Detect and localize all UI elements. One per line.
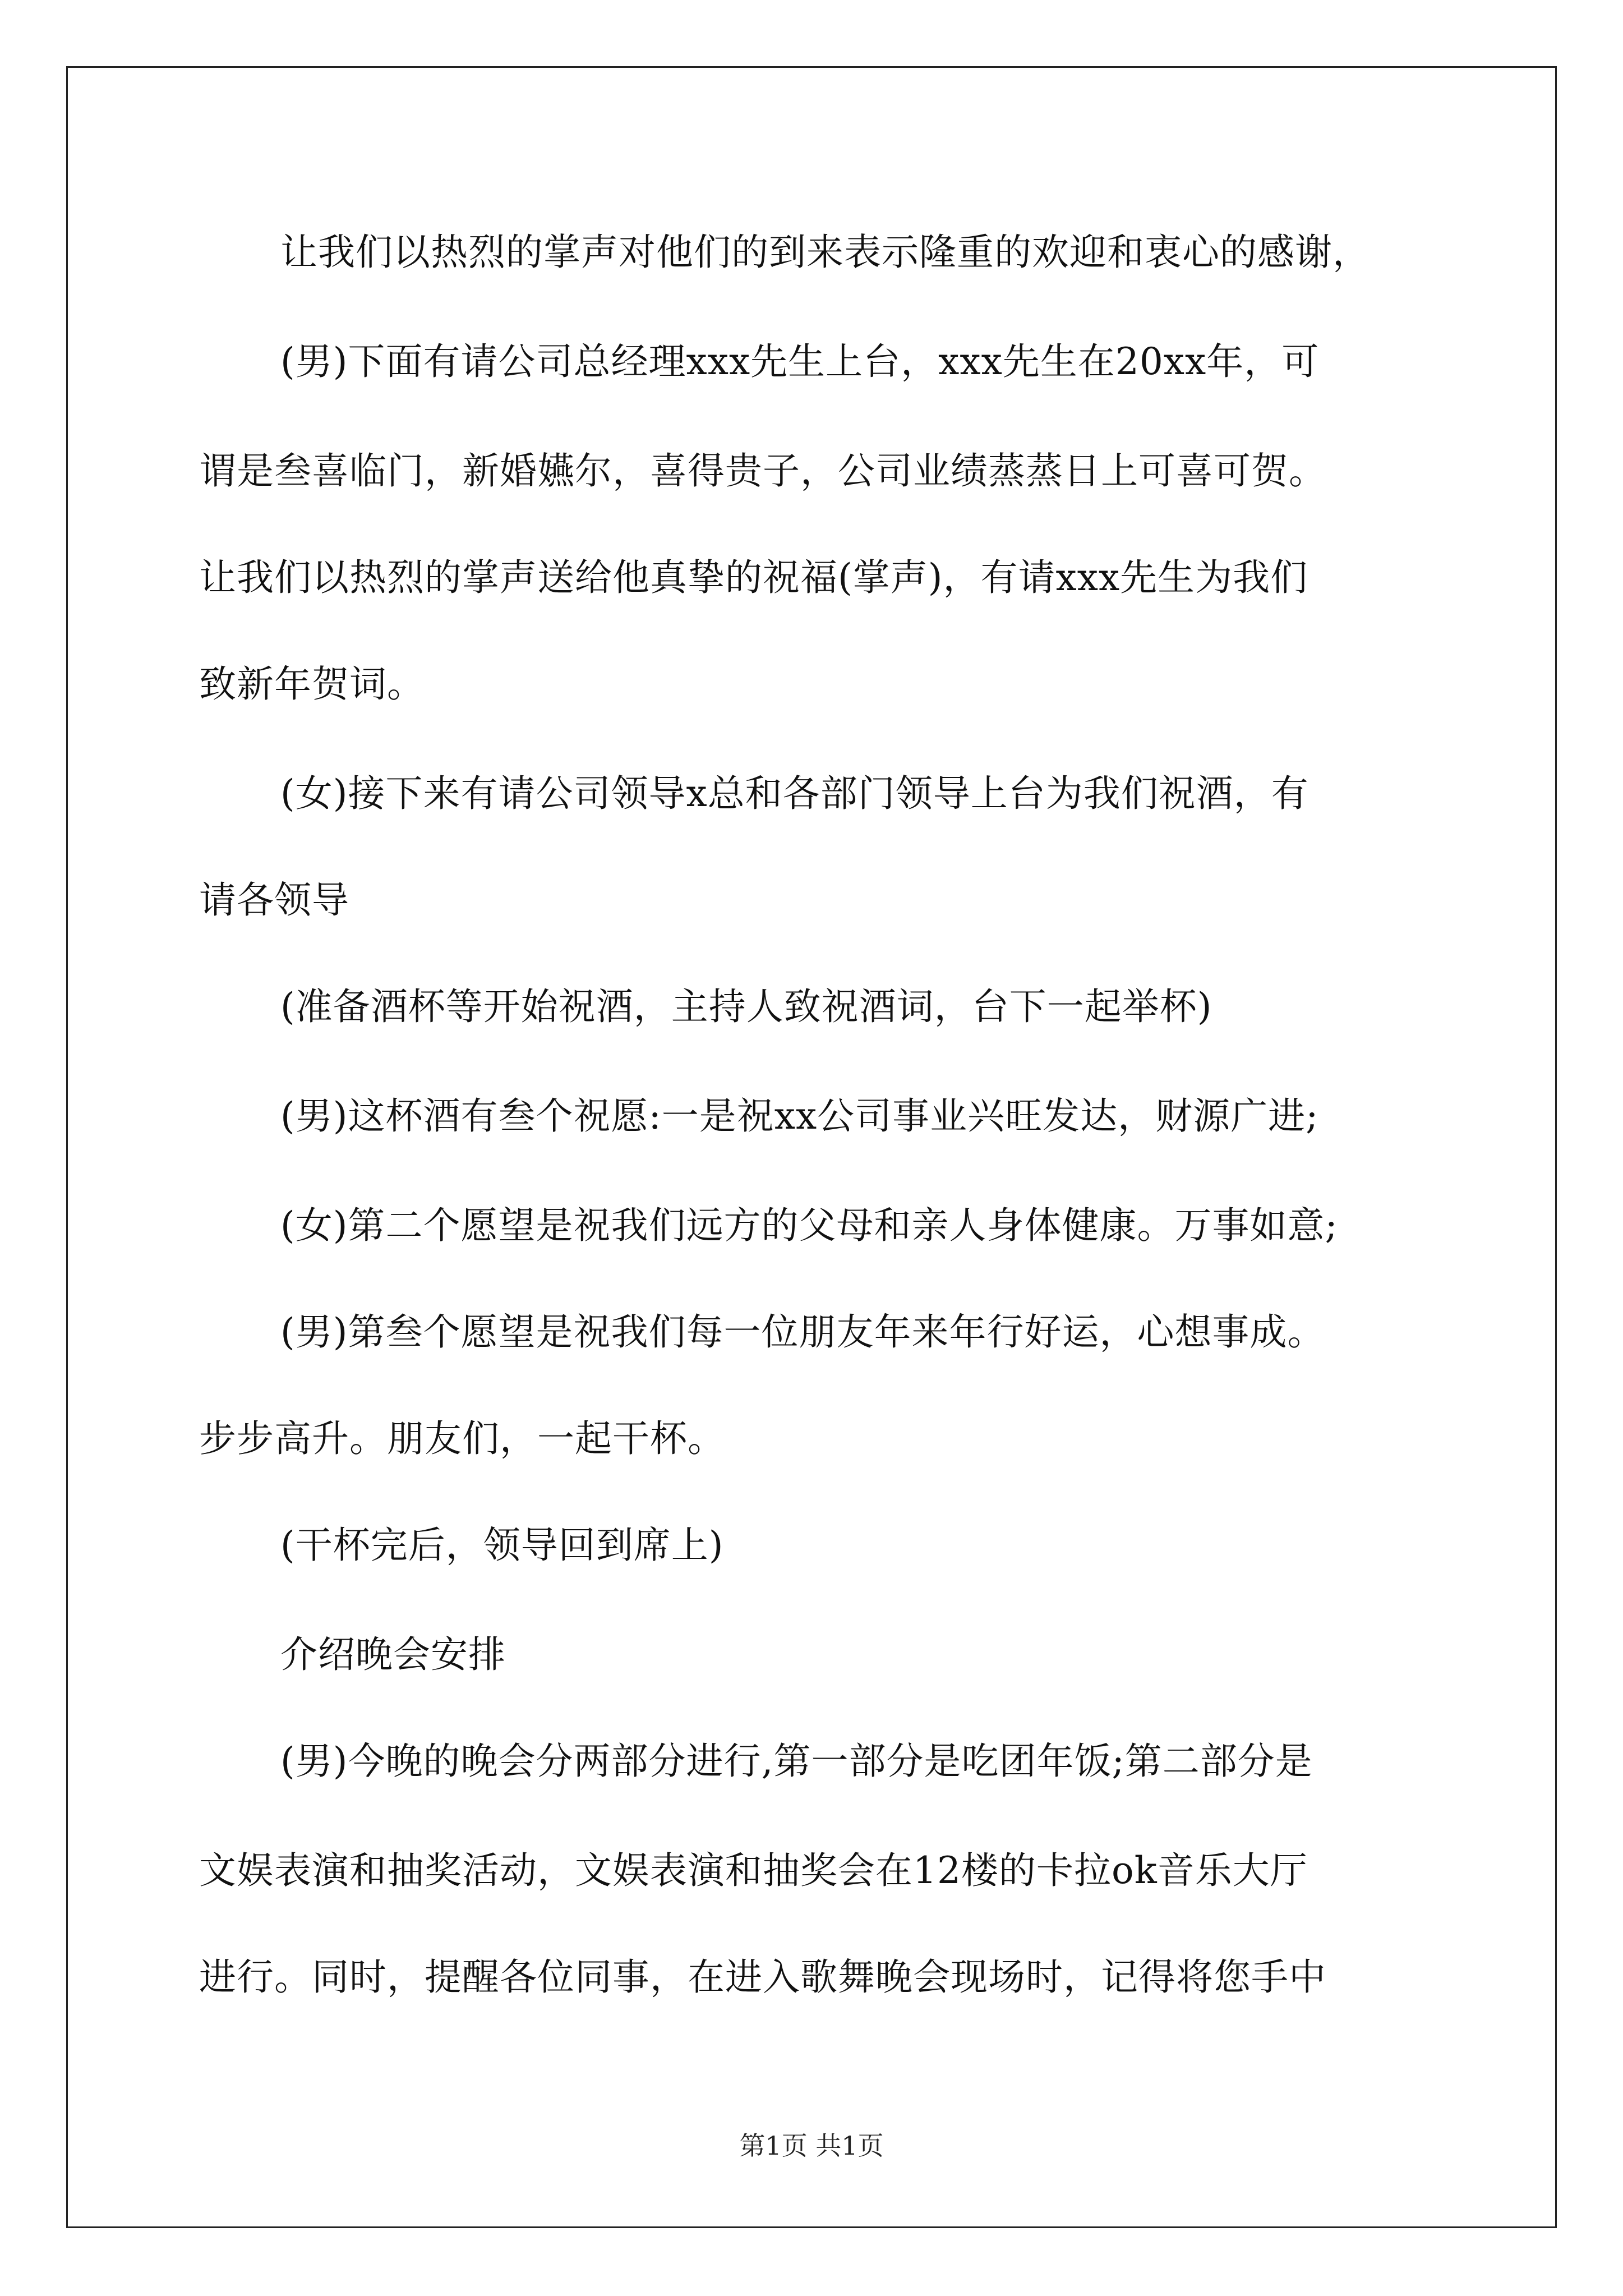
body-line: (女)接下来有请公司领导x总和各部门领导上台为我们祝酒，有 [280, 772, 1309, 815]
body-line: (男)下面有请公司总经理xxx先生上台，xxx先生在20xx年，可 [280, 340, 1320, 383]
body-line: 让我们以热烈的掌声对他们的到来表示隆重的欢迎和衷心的感谢， [280, 231, 1370, 274]
body-line: 让我们以热烈的掌声送给他真挚的祝福(掌声)，有请xxx先生为我们 [199, 556, 1308, 599]
body-line: (干杯完后，领导回到席上) [280, 1524, 724, 1567]
body-line: 介绍晚会安排 [280, 1633, 506, 1676]
body-line: 步步高升。朋友们，一起干杯。 [199, 1417, 725, 1460]
body-line: 请各领导 [199, 878, 349, 922]
body-line: 文娱表演和抽奖活动，文娱表演和抽奖会在12楼的卡拉ok音乐大厅 [199, 1849, 1308, 1892]
body-line: (准备酒杯等开始祝酒，主持人致祝酒词，台下一起举杯) [280, 985, 1212, 1028]
body-line: 谓是叁喜临门，新婚嬿尔，喜得贵子，公司业绩蒸蒸日上可喜可贺。 [199, 449, 1326, 493]
body-line: (男)这杯酒有叁个祝愿:一是祝xx公司事业兴旺发达，财源广进; [280, 1094, 1319, 1138]
page-border [66, 66, 1557, 2228]
body-line: (男)第叁个愿望是祝我们每一位朋友年来年行好运，心想事成。 [280, 1310, 1325, 1354]
page-footer: 第1页 共1页 [739, 2131, 884, 2161]
body-line: 致新年贺词。 [199, 662, 425, 706]
body-line: 进行。同时，提醒各位同事，在进入歌舞晚会现场时，记得将您手中 [199, 1955, 1326, 1999]
body-line: (女)第二个愿望是祝我们远方的父母和亲人身体健康。万事如意; [280, 1204, 1338, 1247]
body-line: (男)今晚的晚会分两部分进行,第一部分是吃团年饭;第二部分是 [280, 1740, 1313, 1783]
